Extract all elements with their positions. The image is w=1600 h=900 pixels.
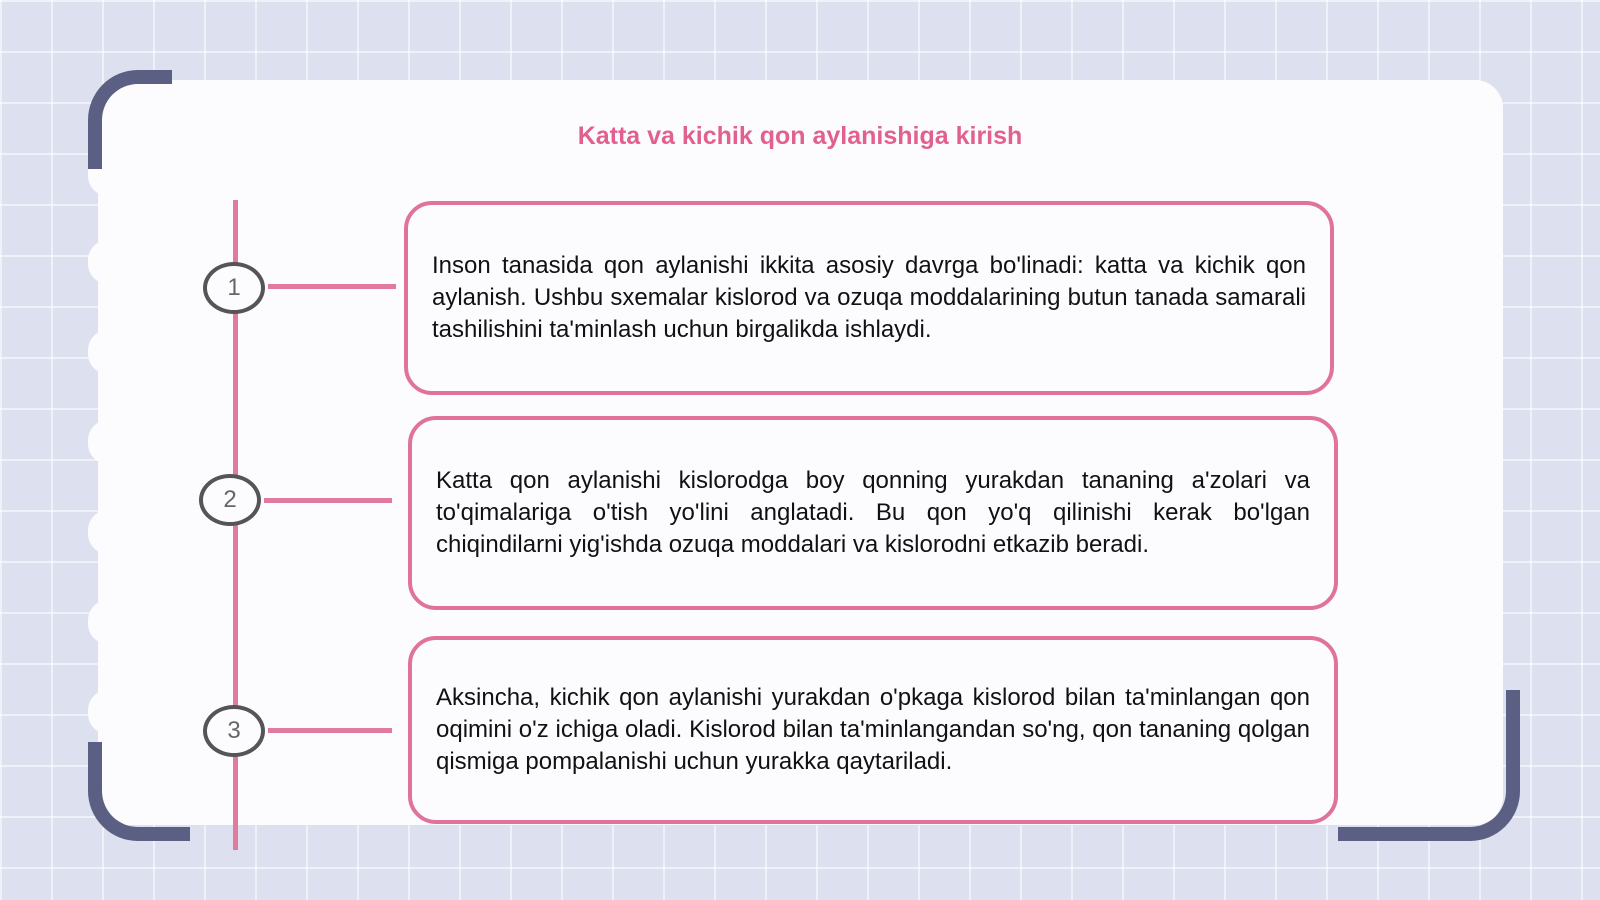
notebook-tab <box>88 240 128 284</box>
text-box-2 <box>408 416 1338 610</box>
text-box-2-content: Katta qon aylanishi kislorodga boy qonning yurakdan tananing a'zolari va to'qimalariga o'tish yo'lini anglatadi. Bu qon yo'q qilinishi kerak bo'lgan chiqindilarni yig'ishda ozuqa moddalari va kislorodni etkazib beradi. <box>436 467 1310 558</box>
notebook-tab <box>88 330 128 374</box>
notebook-tab <box>88 510 128 554</box>
step-number-1: 1 <box>203 262 265 314</box>
text-box-1-content: Inson tanasida qon aylanishi ikkita asosiy davrga bo'linadi: katta va kichik qon aylanish. Ushbu sxemalar kislorod va ozuqa moddalarining butun tanada samarali tashilishini ta'minlash uchun birgalikda ishlaydi. <box>432 252 1306 343</box>
frame-corner-top-left <box>88 70 172 169</box>
connector-2 <box>264 498 392 503</box>
step-number-3: 3 <box>203 705 265 757</box>
step-number-2: 2 <box>199 474 261 526</box>
slide-title: Katta va kichik qon aylanishiga kirish <box>577 122 1023 150</box>
notebook-tab <box>88 690 128 734</box>
notebook-tab <box>88 600 128 644</box>
frame-corner-bottom-left <box>88 742 190 841</box>
connector-1 <box>268 284 396 289</box>
frame-corner-bottom-right <box>1338 690 1520 841</box>
text-box-1 <box>404 201 1334 395</box>
text-box-3 <box>408 636 1338 824</box>
connector-3 <box>268 728 392 733</box>
notebook-tab <box>88 420 128 464</box>
text-box-3-content: Aksincha, kichik qon aylanishi yurakdan o'pkaga kislorod bilan ta'minlangan qon oqimini o'z ichiga oladi. Kislorod bilan ta'minlangandan so'ng, qon tananing qolgan qismiga pompalanishi uchun yurakka qaytariladi. <box>436 684 1310 775</box>
